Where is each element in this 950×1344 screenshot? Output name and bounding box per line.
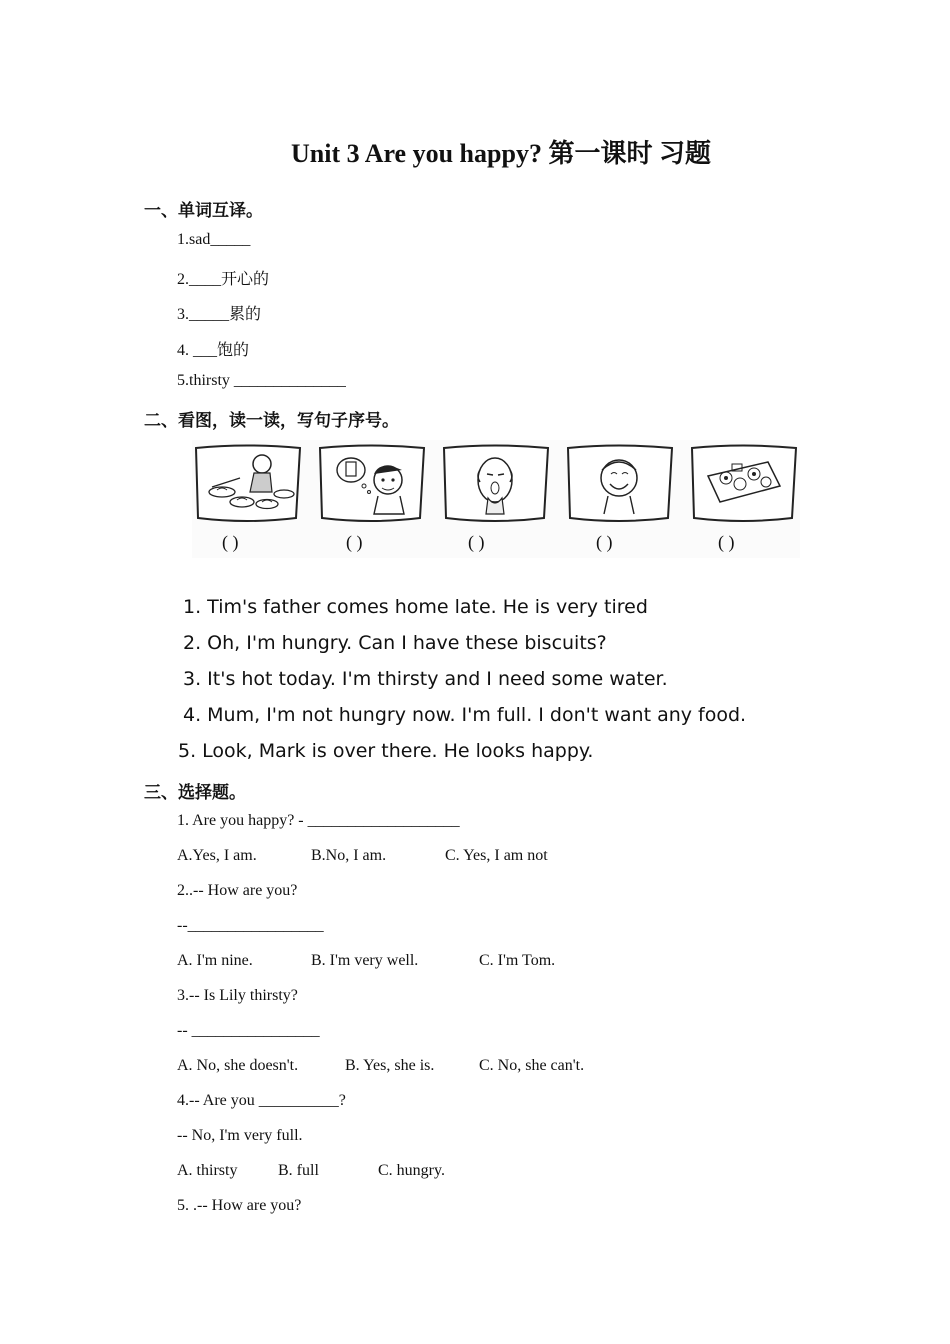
option-b: B. full xyxy=(278,1162,319,1179)
option-b: B. I'm very well. xyxy=(311,952,419,969)
vocab-item: 2.____开心的 xyxy=(177,271,270,288)
section-3-heading: 三、选择题。 xyxy=(144,783,246,803)
thirsty-boy-icon xyxy=(320,446,424,522)
question-4: 4.-- Are you __________? xyxy=(177,1092,346,1109)
vocab-item: 4. ___饱的 xyxy=(177,342,250,359)
sentence: 1. Tim's father comes home late. He is very tired xyxy=(183,596,648,618)
tired-man-icon xyxy=(444,446,548,522)
option-c: C. No, she can't. xyxy=(479,1057,585,1074)
section-1-heading: 一、单词互译。 xyxy=(144,201,263,221)
picture-strip xyxy=(192,440,800,558)
page-title: Unit 3 Are you happy? 第一课时 习题 xyxy=(291,139,711,168)
option-c: C. I'm Tom. xyxy=(479,952,556,969)
option-c: C. Yes, I am not xyxy=(445,847,548,864)
question-3: 3.-- Is Lily thirsty? xyxy=(177,987,298,1004)
question-1: 1. Are you happy? - ___________________ xyxy=(177,812,460,829)
option-b: B.No, I am. xyxy=(311,847,387,864)
sentence: 2. Oh, I'm hungry. Can I have these biscuits? xyxy=(183,632,607,654)
option-a: A. No, she doesn't. xyxy=(177,1057,299,1074)
option-b: B. Yes, she is. xyxy=(345,1057,435,1074)
question-2: 2..-- How are you? xyxy=(177,882,298,899)
answer-parens: ( ) xyxy=(346,532,363,552)
option-a: A. I'm nine. xyxy=(177,952,253,969)
option-a: A. thirsty xyxy=(177,1162,238,1179)
sentence: 5. Look, Mark is over there. He looks happy. xyxy=(178,740,594,762)
vocab-item: 1.sad_____ xyxy=(177,231,251,248)
answer-parens: ( ) xyxy=(222,532,239,552)
answer-line: --_________________ xyxy=(177,917,324,934)
answer-parens: ( ) xyxy=(718,532,735,552)
vocab-item: 5.thirsty ______________ xyxy=(177,372,346,389)
answer-line: -- ________________ xyxy=(177,1022,320,1039)
answer-parens: ( ) xyxy=(596,532,613,552)
section-2-heading: 二、看图，读一读，写句子序号。 xyxy=(144,411,399,431)
answer-line: -- No, I'm very full. xyxy=(177,1127,303,1144)
question-5: 5. .-- How are you? xyxy=(177,1197,302,1214)
answer-parens: ( ) xyxy=(468,532,485,552)
table-food-icon xyxy=(196,446,300,522)
biscuit-box-icon xyxy=(692,446,796,522)
vocab-item: 3._____累的 xyxy=(177,306,262,323)
option-c: C. hungry. xyxy=(378,1162,445,1179)
sentence: 3. It's hot today. I'm thirsty and I need some water. xyxy=(183,668,668,690)
happy-boy-icon xyxy=(568,446,672,522)
sentence: 4. Mum, I'm not hungry now. I'm full. I don't want any food. xyxy=(183,704,747,726)
option-a: A.Yes, I am. xyxy=(177,847,257,864)
